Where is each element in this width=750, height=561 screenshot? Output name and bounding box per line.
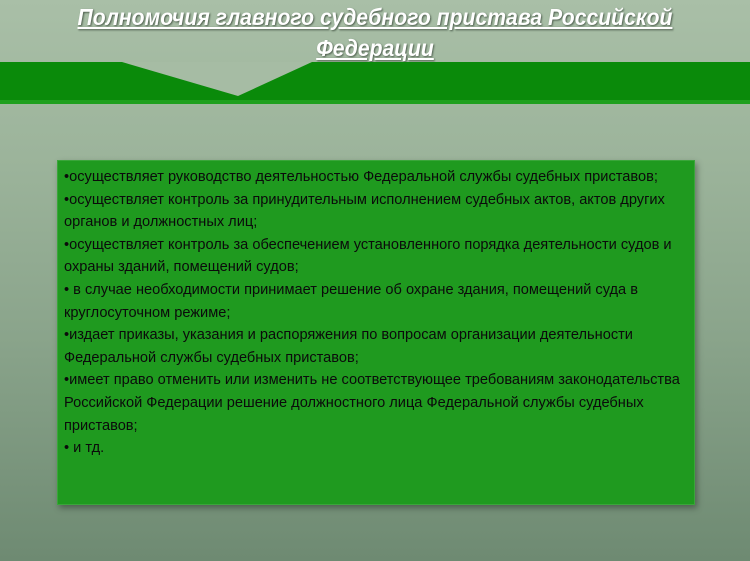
list-item: • и тд.	[64, 440, 105, 457]
list-item: •осуществляет контроль за принудительным исполнением судебных актов, актов других органов и должностных лиц;	[64, 191, 665, 231]
list-item: •издает приказы, указания и распоряжения по вопросам организации деятельности Федеральной службы судебных приставов;	[64, 327, 633, 366]
header-band	[0, 62, 750, 104]
powers-list	[57, 160, 695, 505]
list-item: •осуществляет руководство деятельностью Федеральной службы судебных приставов;	[64, 169, 658, 185]
slide-title: Полномочия главного судебного пристава Российской Федерации	[77, 4, 673, 61]
list-item: • в случае необходимости принимает решение об охране здания, помещений суда в круглосуточном режиме;	[64, 281, 638, 321]
list-item: •осуществляет контроль за обеспечением установленного порядка деятельности судов и охраны зданий, помещений судов;	[64, 236, 672, 276]
list-item: •имеет право отменить или изменить не соответствующее требованиям законодательства Российской Федерации решение должностного лица Федеральной службы судебных приставов;	[64, 372, 680, 434]
